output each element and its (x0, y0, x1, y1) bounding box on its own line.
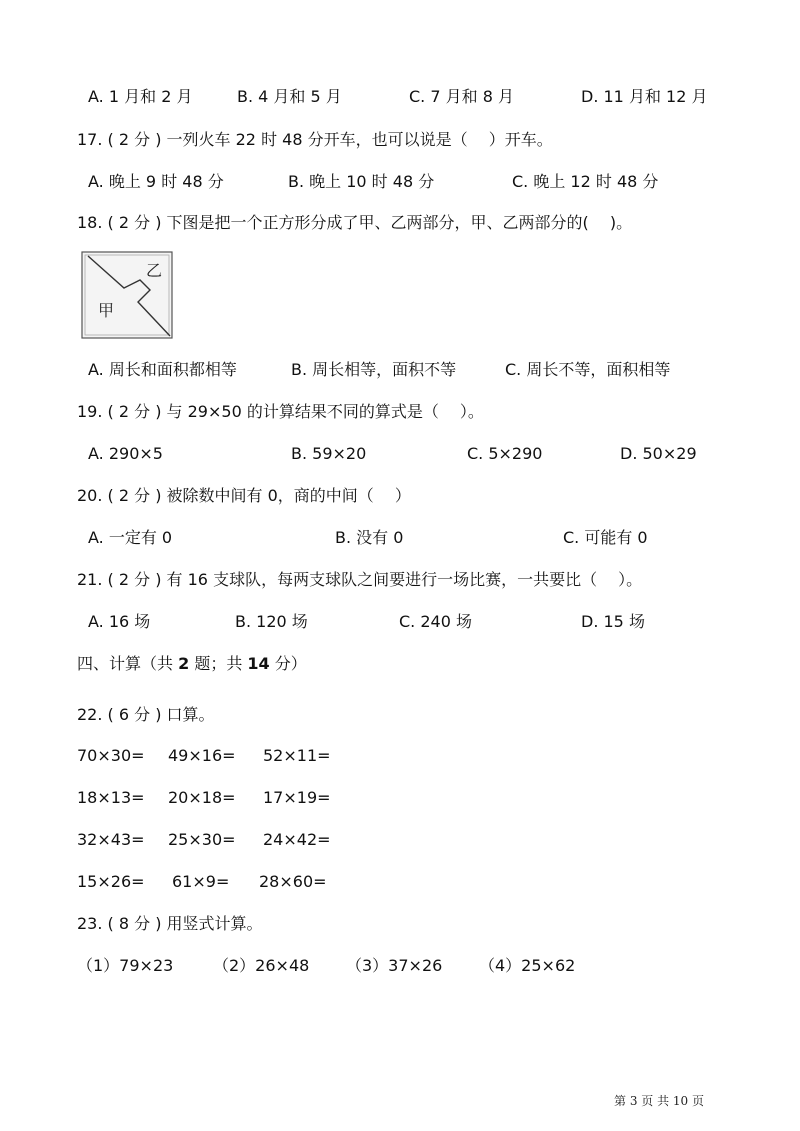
square-division-figure (80, 250, 174, 340)
q18-option-a: A. 周长和面积都相等 (88, 360, 237, 379)
q22-item: 25×30= (168, 830, 236, 849)
q20-stem: 20. ( 2 分 ) 被除数中间有 0，商的中间（ ） (77, 486, 411, 505)
q19-option-b: B. 59×20 (291, 444, 367, 463)
q20-option-a: A. 一定有 0 (88, 528, 173, 547)
q16-option-c: C. 7 月和 8 月 (409, 87, 514, 106)
q21-option-b: B. 120 场 (235, 612, 308, 631)
q17-stem: 17. ( 2 分 ) 一列火车 22 时 48 分开车，也可以说是（ ）开车。 (77, 130, 553, 149)
q17-option-c: C. 晚上 12 时 48 分 (512, 172, 659, 191)
q22-item: 70×30= (77, 746, 145, 765)
q20-option-c: C. 可能有 0 (563, 528, 648, 547)
label-jia: 甲 (98, 301, 115, 320)
section-heading (77, 653, 307, 675)
q19-option-c: C. 5×290 (467, 444, 543, 463)
square-figure-svg (80, 250, 174, 340)
q18-stem: 18. ( 2 分 ) 下图是把一个正方形分成了甲、乙两部分，甲、乙两部分的( )。 (77, 213, 633, 232)
q22-item: 20×18= (168, 788, 236, 807)
page-number-footer: 第 3 页 共 10 页 (614, 1094, 704, 1108)
q19-option-d: D. 50×29 (620, 444, 697, 463)
q17-option-a: A. 晚上 9 时 48 分 (88, 172, 224, 191)
q18-option-c: C. 周长不等，面积相等 (505, 360, 671, 379)
q22-item: 15×26= (77, 872, 145, 891)
q22-item: 52×11= (263, 746, 331, 765)
section-question-count: 2 (178, 654, 190, 673)
q19-option-a: A. 290×5 (88, 444, 163, 463)
q21-option-d: D. 15 场 (581, 612, 645, 631)
q16-option-d: D. 11 月和 12 月 (581, 87, 708, 106)
q22-item: 61×9= (172, 872, 230, 891)
q21-stem: 21. ( 2 分 ) 有 16 支球队，每两支球队之间要进行一场比赛，一共要比（ ）。 (77, 570, 643, 589)
q21-option-a: A. 16 场 (88, 612, 151, 631)
q16-option-b: B. 4 月和 5 月 (237, 87, 342, 106)
q23-item: （4）25×62 (479, 956, 576, 975)
q22-item: 49×16= (168, 746, 236, 765)
q23-item: （1）79×23 (77, 956, 174, 975)
q23-item: （2）26×48 (213, 956, 310, 975)
q22-item: 17×19= (263, 788, 331, 807)
q16-option-a: A. 1 月和 2 月 (88, 87, 193, 106)
q20-option-b: B. 没有 0 (335, 528, 404, 547)
section-suffix: 分） (269, 654, 307, 673)
q22-item: 32×43= (77, 830, 145, 849)
q17-option-b: B. 晚上 10 时 48 分 (288, 172, 435, 191)
q18-option-b: B. 周长相等，面积不等 (291, 360, 457, 379)
q23-stem: 23. ( 8 分 ) 用竖式计算。 (77, 914, 263, 933)
q21-option-c: C. 240 场 (399, 612, 472, 631)
label-yi: 乙 (146, 261, 163, 280)
section-mid: 题；共 (189, 654, 248, 673)
section-prefix: 四、计算（共 (77, 654, 179, 673)
q22-stem: 22. ( 6 分 ) 口算。 (77, 705, 215, 724)
section-total-score: 14 (247, 654, 270, 673)
q22-item: 18×13= (77, 788, 145, 807)
q22-item: 24×42= (263, 830, 331, 849)
q23-item: （3）37×26 (346, 956, 443, 975)
q19-stem: 19. ( 2 分 ) 与 29×50 的计算结果不同的算式是（ ）。 (77, 402, 484, 421)
q22-item: 28×60= (259, 872, 327, 891)
